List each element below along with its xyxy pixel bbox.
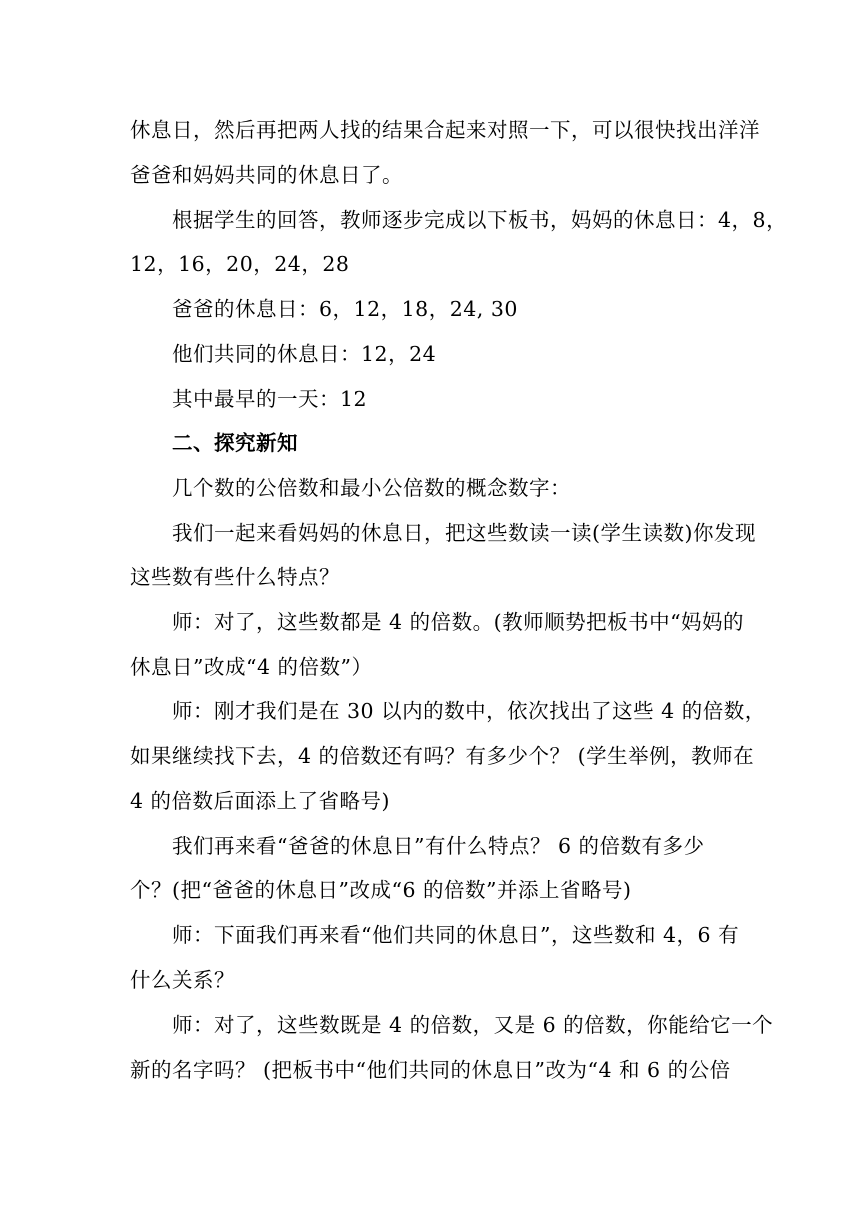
paragraph-line: 师：刚才我们是在 30 以内的数中，依次找出了这些 4 的倍数，: [172, 699, 766, 723]
board-note-earliest: 其中最早的一天：12: [172, 387, 368, 411]
paragraph-line: 根据学生的回答，教师逐步完成以下板书，妈妈的休息日：4，8，: [172, 208, 788, 232]
paragraph-line: 师：对了，这些数都是 4 的倍数。(教师顺势把板书中“妈妈的: [172, 610, 745, 634]
paragraph-line: 休息日”改成“4 的倍数”）: [130, 655, 373, 679]
paragraph-line: 如果继续找下去，4 的倍数还有吗？有多少个？ (学生举例，教师在: [130, 744, 755, 768]
paragraph-line: 我们一起来看妈妈的休息日，把这些数读一读(学生读数)你发现: [172, 521, 756, 545]
paragraph-line: 个？(把“爸爸的休息日”改成“6 的倍数”并添上省略号): [130, 878, 632, 902]
paragraph-line: 12，16，20，24，28: [130, 252, 350, 276]
paragraph-line: 休息日，然后再把两人找的结果合起来对照一下，可以很快找出洋洋: [130, 118, 760, 142]
paragraph-line: 这些数有些什么特点？: [130, 565, 340, 589]
board-note-common: 他们共同的休息日：12，24: [172, 342, 437, 366]
board-note-dad: 爸爸的休息日：6，12，18，24, 30: [172, 297, 518, 321]
paragraph-line: 师：对了，这些数既是 4 的倍数，又是 6 的倍数，你能给它一个: [172, 1013, 774, 1037]
paragraph-line: 4 的倍数后面添上了省略号): [130, 789, 391, 813]
paragraph-line: 什么关系？: [130, 968, 235, 992]
paragraph-line: 我们再来看“爸爸的休息日”有什么特点？ 6 的倍数有多少: [172, 834, 705, 858]
section-heading: 二、探究新知: [172, 431, 298, 455]
paragraph-line: 几个数的公倍数和最小公倍数的概念数字：: [172, 476, 571, 500]
paragraph-line: 爸爸和妈妈共同的休息日了。: [130, 163, 403, 187]
paragraph-line: 师：下面我们再来看“他们共同的休息日”，这些数和 4，6 有: [172, 923, 740, 947]
paragraph-line: 新的名字吗？ (把板书中“他们共同的休息日”改为“4 和 6 的公倍: [130, 1058, 731, 1082]
